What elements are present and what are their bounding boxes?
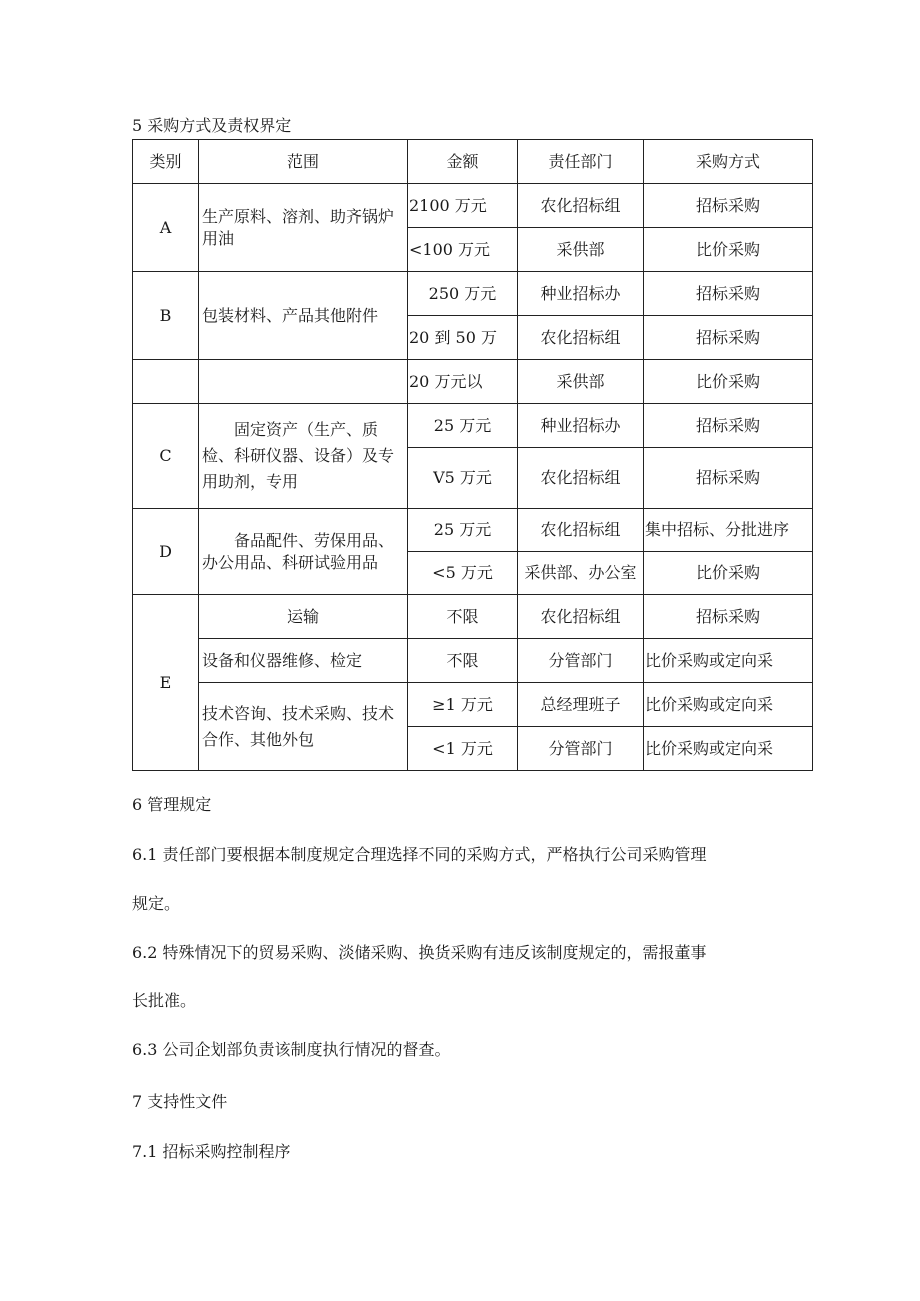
method-cell: 招标采购	[644, 272, 813, 316]
dept-cell: 分管部门	[518, 639, 644, 683]
dept-cell: 农化招标组	[518, 595, 644, 639]
amount-cell: ≥1 万元	[408, 683, 518, 727]
dept-cell: 采供部	[518, 360, 644, 404]
method-cell: 比价采购或定向采	[644, 639, 813, 683]
method-cell: 比价采购或定向采	[644, 683, 813, 727]
method-cell: 招标采购	[644, 184, 813, 228]
section-7-title: 7 支持性文件	[132, 1092, 228, 1111]
table-row	[133, 404, 813, 448]
method-cell: 比价采购	[644, 552, 813, 595]
paragraph-6-3: 6.3 公司企划部负责该制度执行情况的督查。	[132, 1040, 451, 1059]
scope-cell: 固定资产（生产、质检、科研仪器、设备）及专用助剂，专用	[199, 404, 408, 509]
dept-cell: 农化招标组	[518, 316, 644, 360]
amount-cell: 20 到 50 万	[408, 316, 518, 360]
method-cell: 比价采购	[644, 228, 813, 272]
header-dept: 责任部门	[518, 140, 644, 184]
dept-cell: 分管部门	[518, 727, 644, 771]
category-cell: C	[133, 404, 199, 509]
method-cell: 比价采购	[644, 360, 813, 404]
category-cell: A	[133, 184, 199, 272]
paragraph-6-2-line-1: 6.2 特殊情况下的贸易采购、淡储采购、换货采购有违反该制度规定的，需报董事	[132, 943, 707, 962]
amount-cell: <1 万元	[408, 727, 518, 771]
amount-cell: 不限	[408, 639, 518, 683]
method-cell: 招标采购	[644, 595, 813, 639]
dept-cell: 采供部	[518, 228, 644, 272]
category-cell: D	[133, 509, 199, 595]
method-cell: 比价采购或定向采	[644, 727, 813, 771]
paragraph-6-1-line-1: 6.1 责任部门要根据本制度规定合理选择不同的采购方式，严格执行公司采购管理	[132, 845, 707, 864]
header-scope: 范围	[199, 140, 408, 184]
amount-cell: 25 万元	[408, 404, 518, 448]
table-row	[133, 184, 813, 228]
method-cell: 集中招标、分批进序	[644, 509, 813, 552]
method-cell: 招标采购	[644, 404, 813, 448]
paragraph-7-1: 7.1 招标采购控制程序	[132, 1142, 291, 1161]
scope-cell	[199, 360, 408, 404]
paragraph-6-2-line-2: 长批准。	[132, 991, 197, 1010]
dept-cell: 总经理班子	[518, 683, 644, 727]
table-row	[133, 509, 813, 552]
amount-cell: <100 万元	[408, 228, 518, 272]
header-category: 类别	[133, 140, 199, 184]
category-cell: B	[133, 272, 199, 360]
scope-cell: 运输	[199, 595, 408, 639]
amount-cell: 不限	[408, 595, 518, 639]
table-row	[133, 272, 813, 316]
scope-cell: 备品配件、劳保用品、办公用品、科研试验用品	[199, 509, 408, 595]
header-method: 采购方式	[644, 140, 813, 184]
amount-cell: <5 万元	[408, 552, 518, 595]
scope-cell: 生产原料、溶剂、助齐锅炉用油	[199, 184, 408, 272]
amount-cell: 20 万元以	[408, 360, 518, 404]
table-row	[133, 683, 813, 727]
amount-cell: 2100 万元	[408, 184, 518, 228]
dept-cell: 种业招标办	[518, 404, 644, 448]
table-header-row	[133, 140, 813, 184]
procurement-table	[132, 139, 813, 771]
category-cell	[133, 360, 199, 404]
scope-cell: 包装材料、产品其他附件	[199, 272, 408, 360]
category-cell: E	[133, 595, 199, 771]
dept-cell: 种业招标办	[518, 272, 644, 316]
section-6-title: 6 管理规定	[132, 795, 212, 814]
amount-cell: 25 万元	[408, 509, 518, 552]
table-row	[133, 360, 813, 404]
dept-cell: 农化招标组	[518, 509, 644, 552]
table-row	[133, 595, 813, 639]
amount-cell: V5 万元	[408, 448, 518, 509]
header-amount: 金额	[408, 140, 518, 184]
method-cell: 招标采购	[644, 316, 813, 360]
scope-cell: 技术咨询、技术采购、技术合作、其他外包	[199, 683, 408, 771]
table-row	[133, 639, 813, 683]
paragraph-6-1-line-2: 规定。	[132, 894, 181, 913]
method-cell: 招标采购	[644, 448, 813, 509]
scope-cell: 设备和仪器维修、检定	[199, 639, 408, 683]
section-5-title: 5 采购方式及责权界定	[132, 116, 292, 135]
dept-cell: 农化招标组	[518, 184, 644, 228]
dept-cell: 农化招标组	[518, 448, 644, 509]
dept-cell: 采供部、办公室	[518, 552, 644, 595]
amount-cell: 250 万元	[408, 272, 518, 316]
